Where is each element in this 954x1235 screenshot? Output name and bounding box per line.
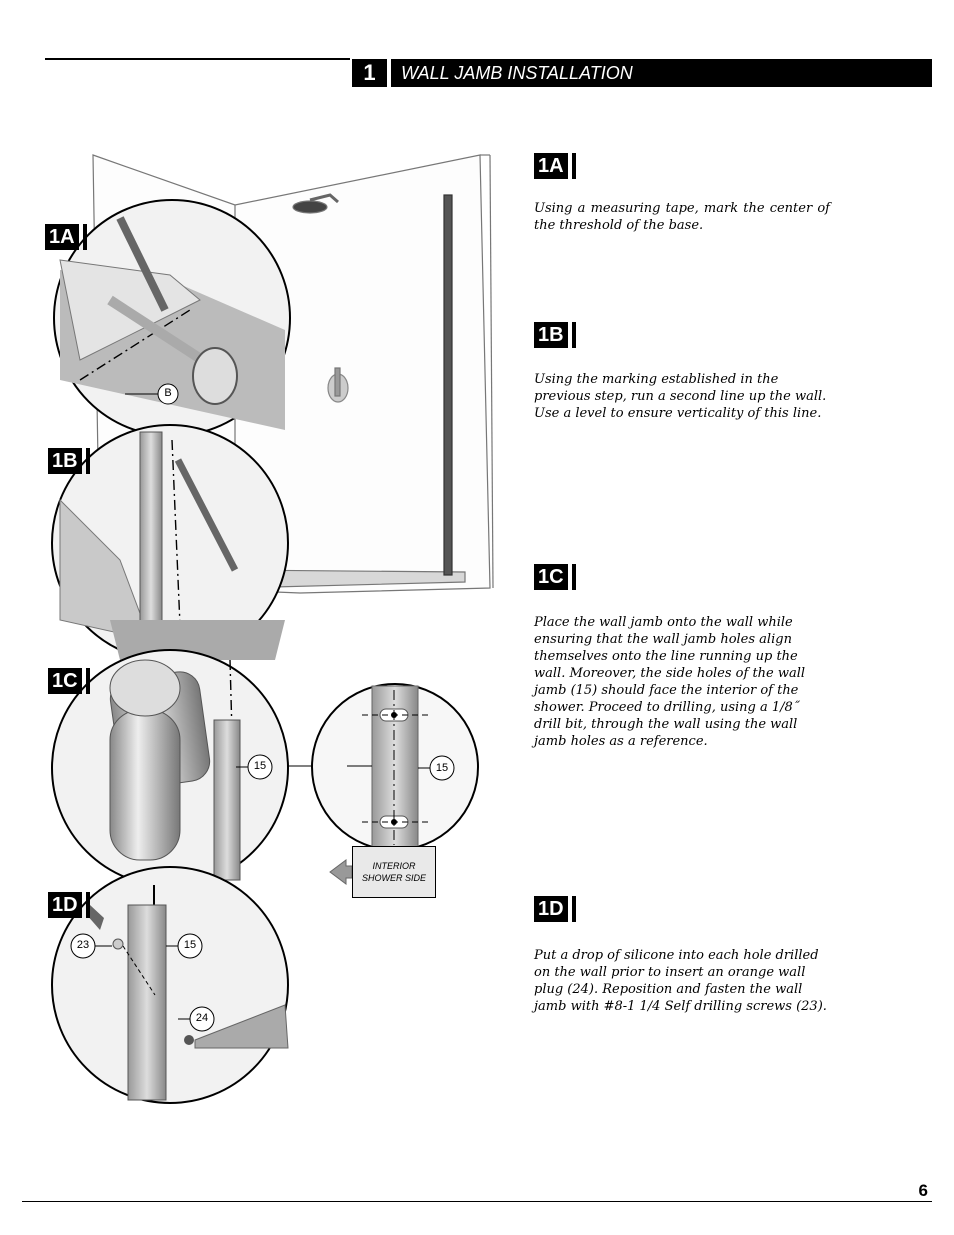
step-text-1b: Using the marking established in the previous step, run a second line up the wall. Use a level to ensure verticality of this line. — [534, 372, 827, 421]
step-label-1d: 1D — [534, 896, 568, 922]
section-number: 1 — [352, 59, 387, 87]
step-text-1c: Place the wall jamb onto the wall while ensuring that the wall jamb holes align themselves onto the line running up the wall. Moreover, the side holes of the wall jamb (15) should face the interior of the shower. Proceed to drilling, using a 1/8˝ drill bit, through the wall using the wall jamb holes as a reference. — [534, 615, 806, 749]
step-label-1a: 1A — [534, 153, 568, 179]
page-number: 6 — [918, 1181, 928, 1200]
step-label-1b: 1B — [534, 322, 568, 348]
figure-badge-1a: 1A — [45, 224, 79, 250]
figure-badge-1c: 1C — [48, 668, 82, 694]
figure-badge-1d: 1D — [48, 892, 82, 918]
step-text-1a: Using a measuring tape, mark the center of the threshold of the base. — [534, 201, 830, 233]
interior-shower-side-label: INTERIOR SHOWER SIDE — [352, 846, 436, 898]
step-label-1c: 1C — [534, 564, 568, 590]
callout-24: 24 — [195, 1012, 209, 1024]
callout-15-1d: 15 — [183, 939, 197, 951]
figure-badge-1b: 1B — [48, 448, 82, 474]
callout-b: B — [164, 387, 172, 399]
step-text-1d: Put a drop of silicone into each hole drilled on the wall prior to insert an orange wall plug (24). Reposition and fasten the wall jamb with #8-1 1/4 Self drilling screws (23). — [534, 948, 827, 1014]
section-title: WALL JAMB INSTALLATION — [391, 59, 932, 87]
detail-1c — [52, 650, 313, 886]
callout-15-1c: 15 — [253, 760, 267, 772]
callout-23: 23 — [76, 939, 90, 951]
detail-1a — [54, 200, 290, 436]
callout-15-detail: 15 — [435, 762, 449, 774]
footer-rule — [22, 1201, 932, 1202]
